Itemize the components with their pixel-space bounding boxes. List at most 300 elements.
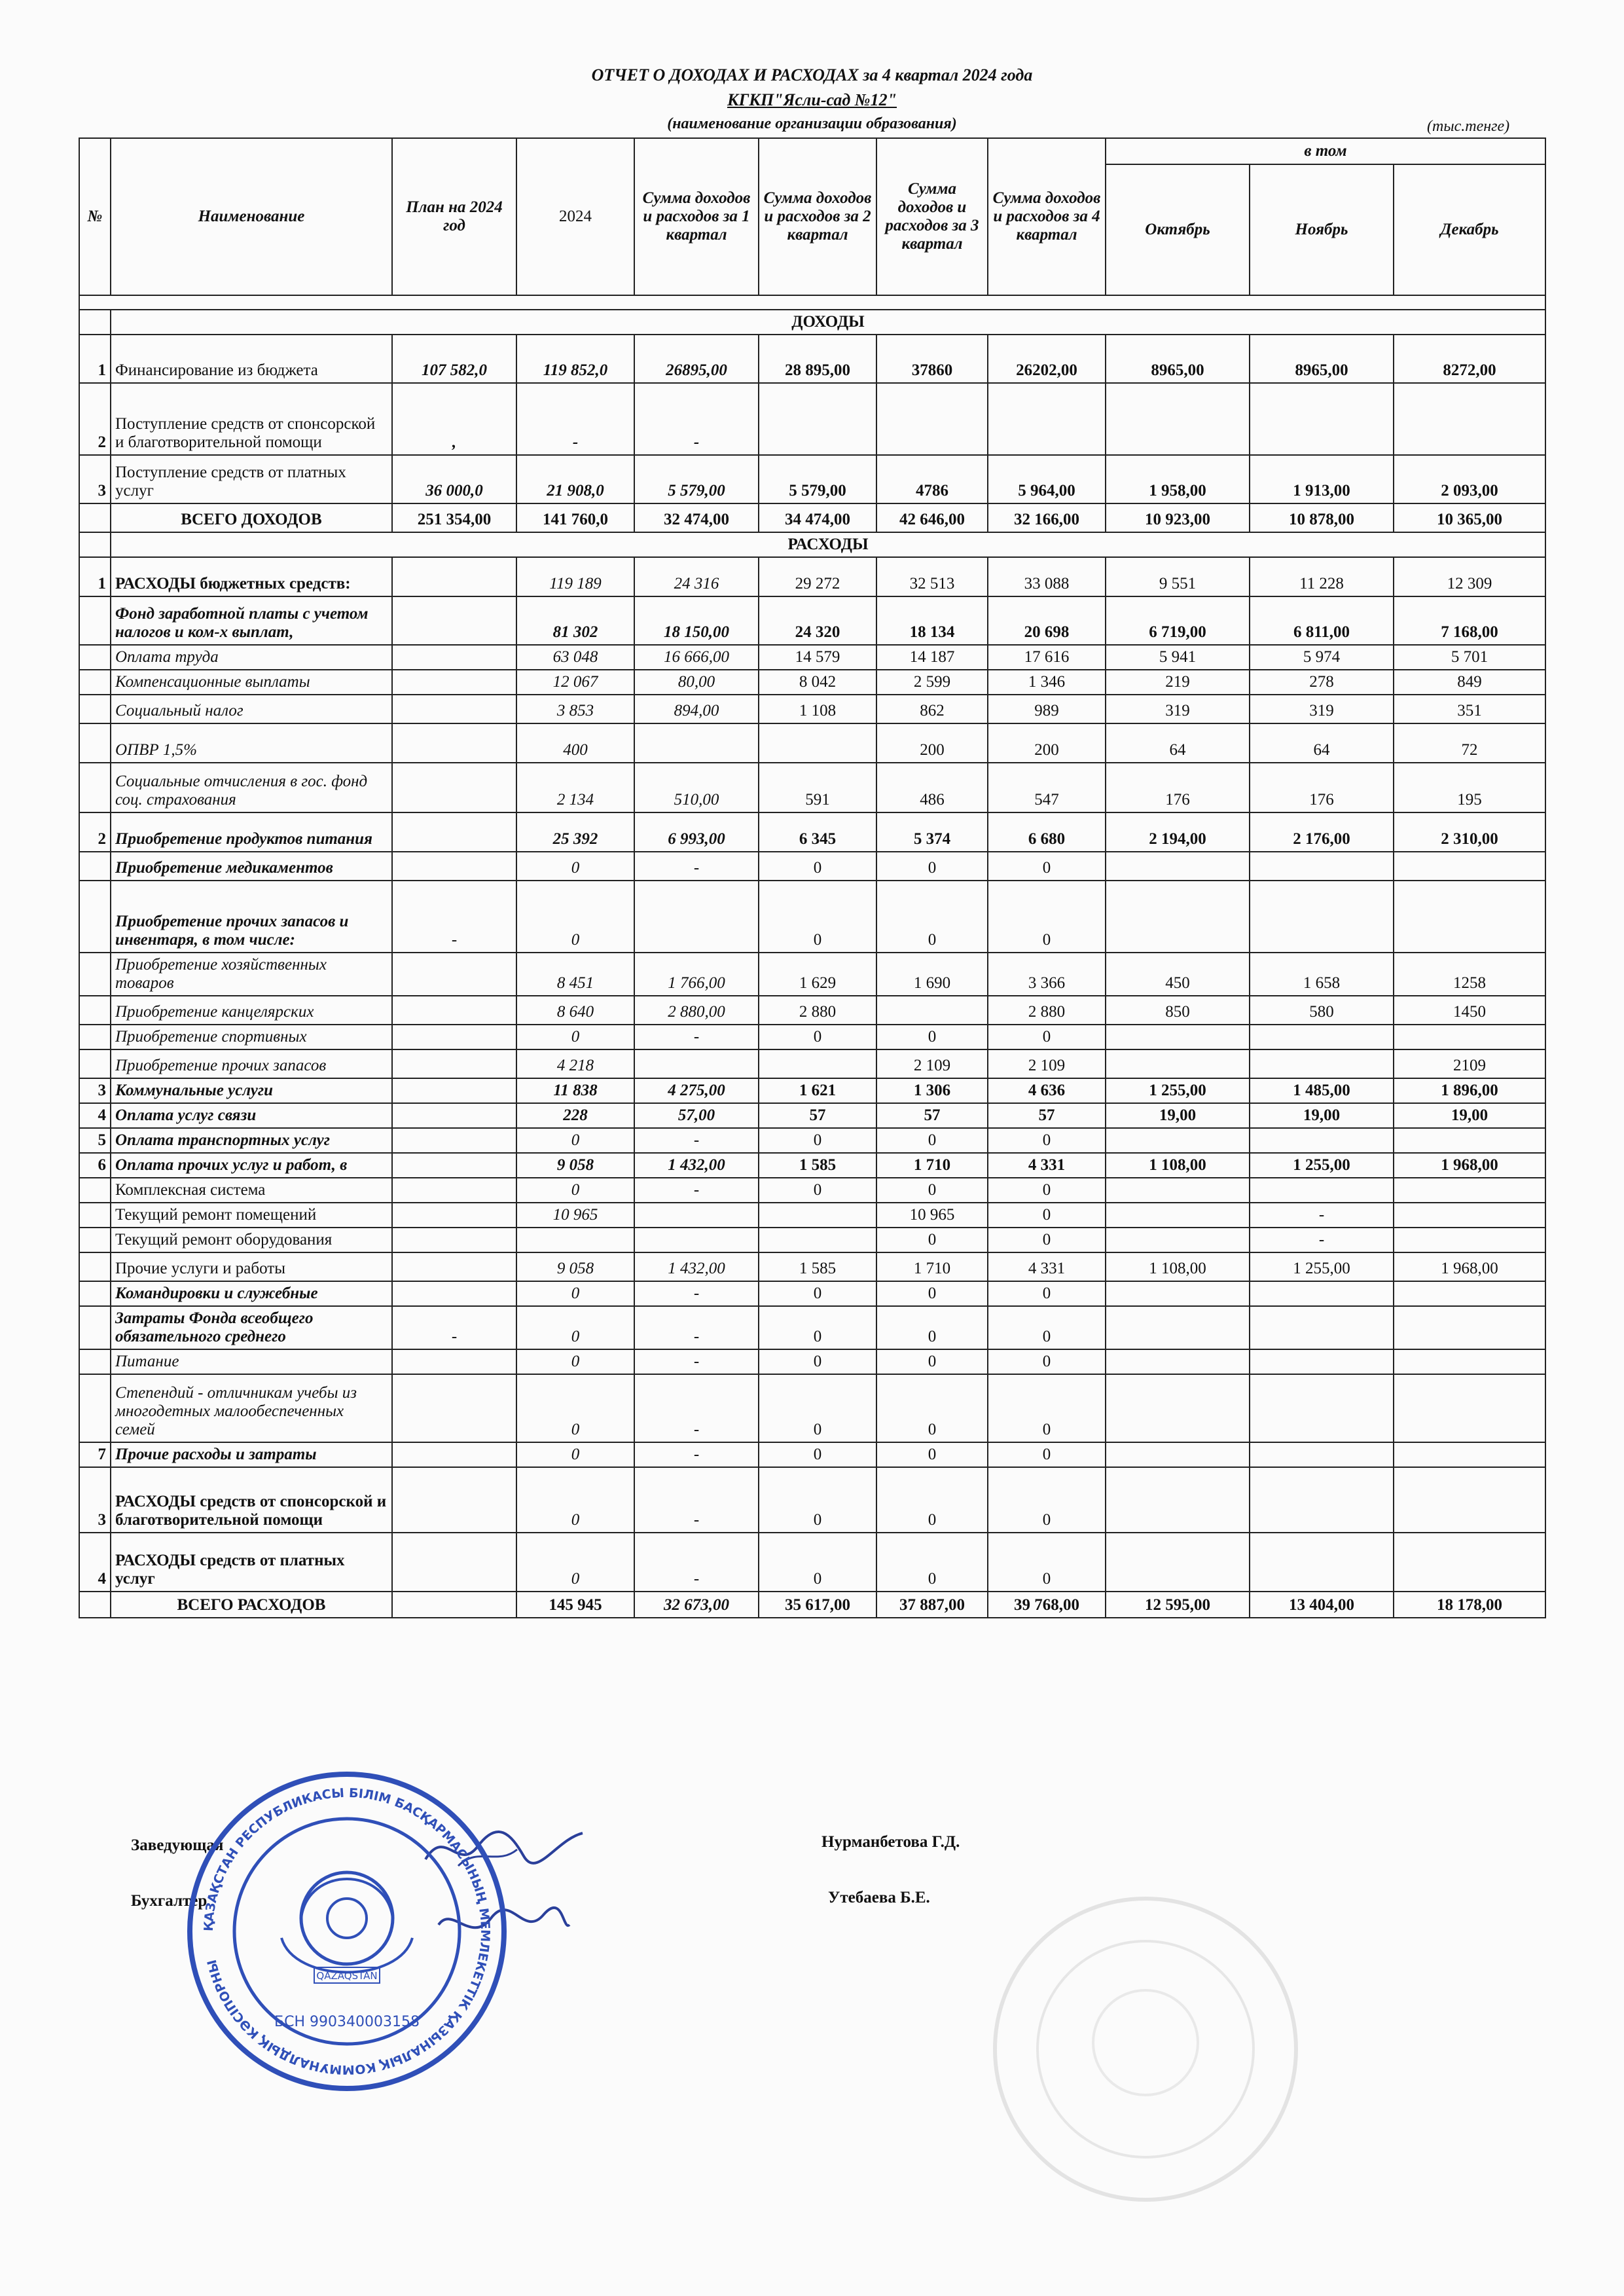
- table-row: [79, 1153, 1545, 1178]
- cell-nov: 19,00: [1250, 1103, 1394, 1128]
- cell-q3: 5 374: [876, 812, 988, 852]
- cell-plan: [392, 1228, 516, 1252]
- cell-nov: 580: [1250, 996, 1394, 1025]
- cell-oct: [1106, 1281, 1250, 1306]
- cell-q4: 33 088: [988, 557, 1106, 596]
- cell-q3: 4786: [876, 455, 988, 503]
- cell-q2: 591: [759, 763, 876, 812]
- cell-nov: 8965,00: [1250, 335, 1394, 383]
- row-number: 1: [79, 335, 111, 383]
- cell-oct: 319: [1106, 695, 1250, 723]
- cell-q3: 200: [876, 723, 988, 763]
- row-number: [79, 1349, 111, 1374]
- cell-q4: 2 109: [988, 1049, 1106, 1078]
- cell-nov: 319: [1250, 695, 1394, 723]
- cell-q1: -: [634, 1349, 759, 1374]
- cell-q1: 6 993,00: [634, 812, 759, 852]
- cell-y2024: 0: [516, 852, 634, 881]
- row-number: 1: [79, 557, 111, 596]
- table-row: [79, 1128, 1545, 1153]
- row-number: [79, 532, 111, 557]
- cell-nov: [1250, 1442, 1394, 1467]
- cell-q3: 0: [876, 1178, 988, 1203]
- row-number: [79, 1281, 111, 1306]
- cell-oct: [1106, 1442, 1250, 1467]
- cell-plan: [392, 723, 516, 763]
- row-name: Приобретение медикаментов: [111, 852, 392, 881]
- svg-text:ҚАЗАҚСТАН РЕСПУБЛИКАСЫ БІЛІМ Б: [202, 1786, 492, 2077]
- cell-q1: -: [634, 1533, 759, 1592]
- col-name: Наименование: [111, 138, 392, 295]
- cell-dec: [1394, 1442, 1545, 1467]
- col-q2: Сумма доходов и расходов за 2 квартал: [759, 138, 876, 295]
- cell-nov: [1250, 1049, 1394, 1078]
- organization-name: КГКП"Ясли-сад №12": [727, 90, 897, 109]
- cell-q2: 1 585: [759, 1153, 876, 1178]
- cell-nov: 1 658: [1250, 953, 1394, 996]
- cell-q3: 37860: [876, 335, 988, 383]
- cell-plan: [392, 1078, 516, 1103]
- cell-q4: 0: [988, 881, 1106, 953]
- cell-y2024: 0: [516, 1374, 634, 1442]
- cell-oct: 9 551: [1106, 557, 1250, 596]
- cell-q4: 4 331: [988, 1252, 1106, 1281]
- row-name: Приобретение канцелярских: [111, 996, 392, 1025]
- cell-q2: 6 345: [759, 812, 876, 852]
- cell-oct: 219: [1106, 670, 1250, 695]
- report-title: ОТЧЕТ О ДОХОДАХ И РАСХОДАХ за 4 квартал 2024 года: [591, 65, 1033, 84]
- row-number: [79, 1306, 111, 1349]
- table-row: [79, 1281, 1545, 1306]
- cell-q2: 1 621: [759, 1078, 876, 1103]
- cell-y2024: 25 392: [516, 812, 634, 852]
- cell-dec: 12 309: [1394, 557, 1545, 596]
- cell-q4: 0: [988, 1374, 1106, 1442]
- cell-q1: -: [634, 852, 759, 881]
- row-number: [79, 503, 111, 532]
- cell-q1: 2 880,00: [634, 996, 759, 1025]
- row-number: 6: [79, 1153, 111, 1178]
- cell-q2: [759, 1203, 876, 1228]
- cell-dec: [1394, 1178, 1545, 1203]
- cell-q4: 1 346: [988, 670, 1106, 695]
- cell-q2: 0: [759, 1442, 876, 1467]
- cell-plan: [392, 1025, 516, 1049]
- row-name: РАСХОДЫ средств от платных услуг: [111, 1533, 392, 1592]
- cell-q2: 5 579,00: [759, 455, 876, 503]
- cell-y2024: 0: [516, 1306, 634, 1349]
- row-number: [79, 953, 111, 996]
- cell-q3: 0: [876, 1128, 988, 1153]
- table-row: [79, 1533, 1545, 1592]
- cell-q3: 862: [876, 695, 988, 723]
- col-q4: Сумма доходов и расходов за 4 квартал: [988, 138, 1106, 295]
- cell-nov: [1250, 1281, 1394, 1306]
- table-row: [79, 881, 1545, 953]
- row-name: Питание: [111, 1349, 392, 1374]
- head-name: Нурманбетова Г.Д.: [821, 1833, 960, 1851]
- cell-q3: 1 690: [876, 953, 988, 996]
- cell-q4: 3 366: [988, 953, 1106, 996]
- ghost-stamp-bleed: [982, 1886, 1309, 2213]
- cell-q1: 1 766,00: [634, 953, 759, 996]
- cell-plan: [392, 1153, 516, 1178]
- cell-q4: 32 166,00: [988, 503, 1106, 532]
- cell-oct: [1106, 1349, 1250, 1374]
- cell-nov: 11 228: [1250, 557, 1394, 596]
- cell-q1: 16 666,00: [634, 645, 759, 670]
- cell-q3: 1 306: [876, 1078, 988, 1103]
- cell-nov: [1250, 1349, 1394, 1374]
- cell-oct: 6 719,00: [1106, 596, 1250, 645]
- cell-oct: 1 108,00: [1106, 1252, 1250, 1281]
- cell-oct: [1106, 1025, 1250, 1049]
- cell-dec: 1 968,00: [1394, 1252, 1545, 1281]
- cell-q2: 8 042: [759, 670, 876, 695]
- cell-y2024: 228: [516, 1103, 634, 1128]
- row-number: [79, 596, 111, 645]
- cell-nov: 176: [1250, 763, 1394, 812]
- table-row: [79, 1306, 1545, 1349]
- row-number: [79, 1203, 111, 1228]
- cell-oct: [1106, 1049, 1250, 1078]
- row-number: [79, 1592, 111, 1618]
- cell-q4: 5 964,00: [988, 455, 1106, 503]
- row-number: [79, 1025, 111, 1049]
- accountant-label: Бухгалтер: [131, 1892, 208, 1910]
- cell-oct: [1106, 1533, 1250, 1592]
- cell-q1: [634, 1049, 759, 1078]
- cell-nov: -: [1250, 1203, 1394, 1228]
- cell-oct: [1106, 383, 1250, 455]
- row-number: [79, 763, 111, 812]
- row-name: Степендий - отличникам учебы из многодетных малообеспеченных семей: [111, 1374, 392, 1442]
- row-name: Приобретение прочих запасов: [111, 1049, 392, 1078]
- cell-nov: -: [1250, 1228, 1394, 1252]
- cell-q2: 34 474,00: [759, 503, 876, 532]
- cell-q1: -: [634, 383, 759, 455]
- currency-unit: (тыс.тенге): [1427, 118, 1510, 135]
- table-row: [79, 383, 1545, 455]
- cell-y2024: 400: [516, 723, 634, 763]
- cell-y2024: 0: [516, 1281, 634, 1306]
- table-row: [79, 812, 1545, 852]
- cell-dec: 10 365,00: [1394, 503, 1545, 532]
- cell-plan: [392, 1203, 516, 1228]
- cell-q3: 18 134: [876, 596, 988, 645]
- cell-y2024: 9 058: [516, 1252, 634, 1281]
- cell-dec: 7 168,00: [1394, 596, 1545, 645]
- cell-oct: [1106, 1467, 1250, 1533]
- cell-q4: 0: [988, 1349, 1106, 1374]
- cell-plan: -: [392, 881, 516, 953]
- cell-y2024: 0: [516, 1178, 634, 1203]
- cell-oct: [1106, 1374, 1250, 1442]
- row-name: Коммунальные услуги: [111, 1078, 392, 1103]
- cell-q1: 4 275,00: [634, 1078, 759, 1103]
- cell-q1: 32 474,00: [634, 503, 759, 532]
- cell-q4: 20 698: [988, 596, 1106, 645]
- cell-q3: 1 710: [876, 1252, 988, 1281]
- cell-q1: -: [634, 1025, 759, 1049]
- cell-q2: 24 320: [759, 596, 876, 645]
- cell-q3: 0: [876, 1374, 988, 1442]
- cell-q4: 39 768,00: [988, 1592, 1106, 1618]
- cell-q3: 0: [876, 1467, 988, 1533]
- cell-dec: [1394, 1281, 1545, 1306]
- cell-q4: 547: [988, 763, 1106, 812]
- table-row: [79, 996, 1545, 1025]
- row-name: Поступление средств от спонсорской и благотворительной помощи: [111, 383, 392, 455]
- section-expense: РАСХОДЫ: [111, 532, 1545, 557]
- cell-nov: 1 255,00: [1250, 1252, 1394, 1281]
- cell-q4: 2 880: [988, 996, 1106, 1025]
- row-number: [79, 1228, 111, 1252]
- cell-q3: 0: [876, 1306, 988, 1349]
- cell-dec: [1394, 1203, 1545, 1228]
- row-name: РАСХОДЫ бюджетных средств:: [111, 557, 392, 596]
- cell-plan: [392, 1049, 516, 1078]
- cell-dec: [1394, 1306, 1545, 1349]
- cell-dec: [1394, 1349, 1545, 1374]
- table-row: [79, 455, 1545, 503]
- cell-q1: 1 432,00: [634, 1252, 759, 1281]
- cell-q3: 2 109: [876, 1049, 988, 1078]
- cell-q2: 0: [759, 1178, 876, 1203]
- row-name: Оплата прочих услуг и работ, в: [111, 1153, 392, 1178]
- organization-stamp: [183, 1768, 511, 2095]
- cell-y2024: 0: [516, 1442, 634, 1467]
- cell-nov: 2 176,00: [1250, 812, 1394, 852]
- cell-nov: [1250, 1306, 1394, 1349]
- cell-dec: 1 896,00: [1394, 1078, 1545, 1103]
- head-label: Заведующая: [131, 1836, 224, 1854]
- cell-y2024: 12 067: [516, 670, 634, 695]
- cell-q4: 17 616: [988, 645, 1106, 670]
- cell-oct: [1106, 1203, 1250, 1228]
- cell-y2024: 119 189: [516, 557, 634, 596]
- cell-q3: [876, 383, 988, 455]
- cell-q4: 0: [988, 1178, 1106, 1203]
- cell-q4: 6 680: [988, 812, 1106, 852]
- cell-plan: [392, 953, 516, 996]
- cell-y2024: 11 838: [516, 1078, 634, 1103]
- cell-plan: [392, 670, 516, 695]
- cell-q3: 32 513: [876, 557, 988, 596]
- cell-y2024: 8 640: [516, 996, 634, 1025]
- cell-oct: 8965,00: [1106, 335, 1250, 383]
- cell-nov: 64: [1250, 723, 1394, 763]
- cell-q1: 26895,00: [634, 335, 759, 383]
- row-name: Социальный налог: [111, 695, 392, 723]
- row-name: Приобретение спортивных: [111, 1025, 392, 1049]
- cell-q1: [634, 881, 759, 953]
- cell-nov: [1250, 881, 1394, 953]
- cell-dec: 19,00: [1394, 1103, 1545, 1128]
- cell-dec: 2 093,00: [1394, 455, 1545, 503]
- cell-oct: 1 958,00: [1106, 455, 1250, 503]
- cell-q1: 80,00: [634, 670, 759, 695]
- cell-oct: [1106, 1228, 1250, 1252]
- cell-y2024: 10 965: [516, 1203, 634, 1228]
- row-name: Комплексная система: [111, 1178, 392, 1203]
- cell-dec: 1258: [1394, 953, 1545, 996]
- cell-q4: 200: [988, 723, 1106, 763]
- table-row: [79, 1025, 1545, 1049]
- cell-nov: 6 811,00: [1250, 596, 1394, 645]
- col-q3: Сумма доходов и расходов за 3 квартал: [876, 138, 988, 295]
- cell-q2: 0: [759, 852, 876, 881]
- cell-q3: 1 710: [876, 1153, 988, 1178]
- cell-q1: -: [634, 1281, 759, 1306]
- cell-plan: -: [392, 1306, 516, 1349]
- table-row: [79, 557, 1545, 596]
- cell-q3: 57: [876, 1103, 988, 1128]
- cell-q3: 42 646,00: [876, 503, 988, 532]
- cell-q2: 0: [759, 1467, 876, 1533]
- table-row: [79, 953, 1545, 996]
- row-number: [79, 670, 111, 695]
- stamp-center-text: QAZAQSTAN: [316, 1970, 378, 1982]
- spacer-row: [79, 295, 1545, 310]
- row-name: Компенсационные выплаты: [111, 670, 392, 695]
- cell-q2: [759, 383, 876, 455]
- col-2024: 2024: [516, 138, 634, 295]
- cell-q1: [634, 1228, 759, 1252]
- table-row: [79, 1228, 1545, 1252]
- cell-q2: 57: [759, 1103, 876, 1128]
- cell-q2: 2 880: [759, 996, 876, 1025]
- cell-q3: 0: [876, 881, 988, 953]
- table-row: [79, 852, 1545, 881]
- row-name: ОПВР 1,5%: [111, 723, 392, 763]
- cell-nov: [1250, 1178, 1394, 1203]
- row-number: 7: [79, 1442, 111, 1467]
- row-number: 3: [79, 455, 111, 503]
- cell-plan: [392, 596, 516, 645]
- cell-oct: [1106, 881, 1250, 953]
- cell-q4: 0: [988, 1306, 1106, 1349]
- row-number: [79, 645, 111, 670]
- row-number: [79, 881, 111, 953]
- income-total-row: [79, 503, 1545, 532]
- cell-oct: 450: [1106, 953, 1250, 996]
- row-number: 2: [79, 383, 111, 455]
- cell-nov: [1250, 1128, 1394, 1153]
- cell-q2: 35 617,00: [759, 1592, 876, 1618]
- cell-dec: [1394, 881, 1545, 953]
- cell-q4: 0: [988, 1203, 1106, 1228]
- cell-nov: 1 913,00: [1250, 455, 1394, 503]
- cell-oct: 1 255,00: [1106, 1078, 1250, 1103]
- cell-dec: 195: [1394, 763, 1545, 812]
- cell-oct: 5 941: [1106, 645, 1250, 670]
- cell-y2024: 0: [516, 881, 634, 953]
- cell-oct: 19,00: [1106, 1103, 1250, 1128]
- table-row: [79, 1049, 1545, 1078]
- cell-nov: [1250, 852, 1394, 881]
- cell-dec: 72: [1394, 723, 1545, 763]
- cell-y2024: 21 908,0: [516, 455, 634, 503]
- cell-nov: 1 255,00: [1250, 1153, 1394, 1178]
- row-name: Командировки и служебные: [111, 1281, 392, 1306]
- table-row: [79, 1103, 1545, 1128]
- cell-q4: 26202,00: [988, 335, 1106, 383]
- cell-dec: [1394, 383, 1545, 455]
- row-number: [79, 996, 111, 1025]
- cell-y2024: 2 134: [516, 763, 634, 812]
- cell-plan: [392, 1103, 516, 1128]
- cell-q2: 1 585: [759, 1252, 876, 1281]
- table-row: [79, 1178, 1545, 1203]
- cell-q2: 0: [759, 1025, 876, 1049]
- report-table: [79, 137, 1546, 1618]
- row-number: [79, 1252, 111, 1281]
- cell-plan: [392, 1281, 516, 1306]
- cell-y2024: 9 058: [516, 1153, 634, 1178]
- table-row: [79, 596, 1545, 645]
- cell-oct: 12 595,00: [1106, 1592, 1250, 1618]
- cell-q3: 2 599: [876, 670, 988, 695]
- cell-plan: 36 000,0: [392, 455, 516, 503]
- cell-y2024: [516, 1228, 634, 1252]
- cell-dec: 1450: [1394, 996, 1545, 1025]
- row-name: Социальные отчисления в гос. фонд соц. страхования: [111, 763, 392, 812]
- cell-q2: [759, 723, 876, 763]
- cell-oct: [1106, 1178, 1250, 1203]
- cell-q3: [876, 996, 988, 1025]
- cell-q4: 989: [988, 695, 1106, 723]
- cell-y2024: 141 760,0: [516, 503, 634, 532]
- cell-q2: 0: [759, 1128, 876, 1153]
- cell-plan: [392, 763, 516, 812]
- cell-q2: 0: [759, 1374, 876, 1442]
- table-row: [79, 335, 1545, 383]
- cell-q1: -: [634, 1128, 759, 1153]
- cell-q3: 0: [876, 1533, 988, 1592]
- cell-oct: 176: [1106, 763, 1250, 812]
- row-name: ВСЕГО ДОХОДОВ: [111, 503, 392, 532]
- cell-y2024: 0: [516, 1349, 634, 1374]
- cell-dec: [1394, 1533, 1545, 1592]
- row-number: 3: [79, 1467, 111, 1533]
- cell-plan: [392, 1374, 516, 1442]
- cell-q3: 0: [876, 852, 988, 881]
- cell-oct: 64: [1106, 723, 1250, 763]
- table-row: [79, 723, 1545, 763]
- cell-q4: 0: [988, 1442, 1106, 1467]
- cell-plan: 107 582,0: [392, 335, 516, 383]
- table-row: [79, 1349, 1545, 1374]
- cell-q3: 10 965: [876, 1203, 988, 1228]
- cell-q1: 32 673,00: [634, 1592, 759, 1618]
- cell-plan: [392, 645, 516, 670]
- cell-q1: 18 150,00: [634, 596, 759, 645]
- cell-q2: [759, 1228, 876, 1252]
- cell-dec: 2109: [1394, 1049, 1545, 1078]
- cell-plan: [392, 996, 516, 1025]
- cell-plan: [392, 1533, 516, 1592]
- stamp-ring-text: ҚАЗАҚСТАН РЕСПУБЛИКАСЫ БІЛІМ БАСҚАРМАСЫНЫҢ МЕМЛЕКЕТТІК ҚАЗЫНАЛЫҚ КОММУНАЛДЫҚ КӘСІПОРНЫ: [201, 1785, 493, 2077]
- cell-dec: 2 310,00: [1394, 812, 1545, 852]
- cell-y2024: -: [516, 383, 634, 455]
- cell-q1: 510,00: [634, 763, 759, 812]
- cell-nov: 13 404,00: [1250, 1592, 1394, 1618]
- cell-dec: [1394, 1374, 1545, 1442]
- cell-oct: [1106, 1128, 1250, 1153]
- table-row: [79, 670, 1545, 695]
- table-row: [79, 645, 1545, 670]
